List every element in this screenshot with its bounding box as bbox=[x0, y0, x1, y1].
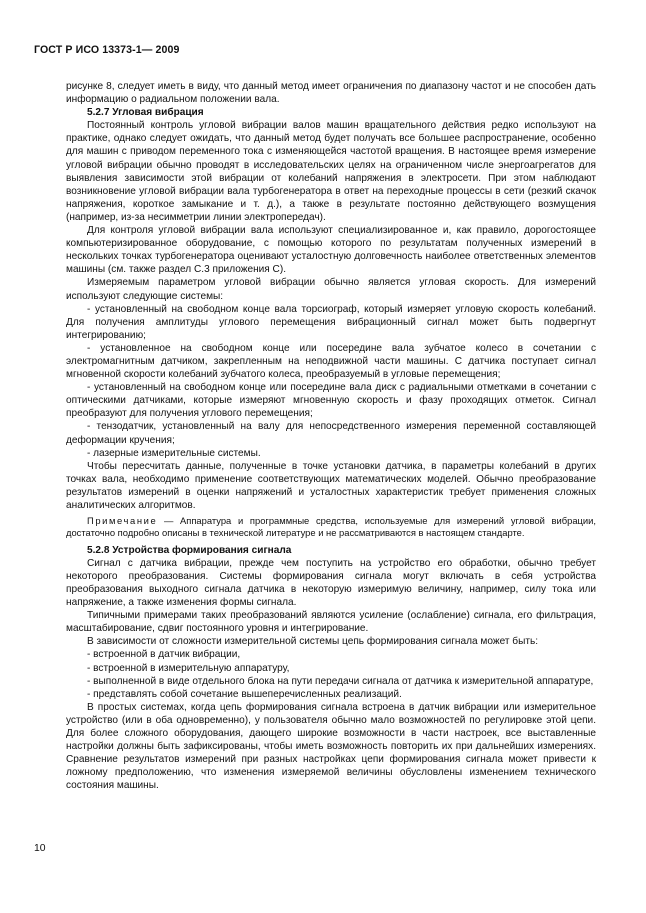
note bbox=[66, 515, 596, 540]
list-item: - выполненной в виде отдельного блока на пути передачи сигнала от датчика к измерительной аппаратуре, bbox=[87, 675, 594, 687]
list-item: - тензодатчик, установленный на валу для непосредственного измерения переменной составляющей деформации кручения; bbox=[66, 421, 596, 446]
section-heading-5-2-8: 5.2.8 Устройства формирования сигнала bbox=[87, 544, 292, 556]
paragraph: Чтобы пересчитать данные, полученные в точке установки датчика, в параметры колебаний в других точках вала, необходимо применение соответствующих математических моделей. Обычно преобразование результатов измерений в оценки напряжений и усталостных характеристик требует применения сложных аналитических алгоритмов. bbox=[66, 460, 596, 511]
list-item: - лазерные измерительные системы. bbox=[87, 447, 261, 459]
list-item: - установленный на свободном конце вала торсиограф, который измеряет угловую скорость колебаний. Для получения амплитуды углового перемещения вибрационный сигнал может быть подвергнут интегрированию; bbox=[66, 303, 596, 341]
paragraph: Типичными примерами таких преобразований являются усиление (ослабление) сигнала, его фильтрация, масштабирование, сдвиг постоянного уровня и интегрирование. bbox=[66, 610, 596, 635]
paragraph-continuation: рисунке 8, следует иметь в виду, что данный метод имеет ограничения по диапазону частот и не способен дать информацию о радиальном положении вала. bbox=[66, 81, 596, 106]
list-item: - встроенной в измерительную аппаратуру, bbox=[87, 662, 290, 674]
note-label: Примечание bbox=[87, 515, 158, 527]
list-item: - установленный на свободном конце или посередине вала диск с радиальными отметками в сочетании с оптическими датчиками, которые измеряют мгновенную скорость и фазу проходящих отметок. Сигнал преобразуют для получения углового перемещения; bbox=[66, 382, 596, 420]
page-number: 10 bbox=[34, 843, 46, 854]
paragraph: Постоянный контроль угловой вибрации валов машин вращательного действия редко используют на практике, однако следует ожидать, что данный метод будет получать все большее распространение, особенно для машин с приводом переменного тока с изменяющейся частотой вращения. В настоящее время измерение угловой вибрации обычно проводят в исследовательских целях на ограниченном числе энергоагрегатов для выявления зависимости этой вибрации от колебаний напряжения в электросети. При этом наблюдают возникновение угловой вибрации вала турбогенератора в ответ на переходные процессы в сети (резкий скачок напряжения, короткое замыкание и т. д.), а также в результате постоянно действующего возмущения (например, из-за несимметрии линии электропередач). bbox=[66, 120, 596, 223]
paragraph: Для контроля угловой вибрации вала используют специализированное и, как правило, дорогостоящее компьютеризированное оборудование, с помощью которого по результатам полученных измерений в нескольких точках турбогенератора оценивают усталостную долговечность наиболее ответственных элементов машины (см. также раздел С.3 приложения С). bbox=[66, 225, 596, 276]
list-item: - установленное на свободном конце или посередине вала зубчатое колесо в сочетании с электромагнитным датчиком, закрепленным на неподвижной части машины. С датчика поступает сигнал мгновенной скорости колебаний зубчатого колеса, преобразуемый в угловые перемещения; bbox=[66, 342, 596, 381]
paragraph: Измеряемым параметром угловой вибрации обычно является угловая скорость. Для измерений используют следующие системы: bbox=[66, 277, 596, 302]
list-item: - представлять собой сочетание вышеперечисленных реализаций. bbox=[87, 688, 402, 700]
page-header-standard-id: ГОСТ Р ИСО 13373-1— 2009 bbox=[34, 44, 180, 56]
document-body bbox=[66, 80, 596, 792]
paragraph: В простых системах, когда цепь формирования сигнала встроена в датчик вибрации или измерительное устройство (или в оба одновременно), у пользователя обычно мало возможностей по регулировке этой цепи. Для более сложного оборудования, дающего широкие возможности в части настроек, все выставленные настройки должны быть зафиксированы, чтобы иметь возможность повторить их при дальнейших измерениях. Сравнение результатов измерений при разных настройках цепи формирования сигнала может привести к ложному предположению, что изменения измеряемой величины обусловлены изменением технического состояния машины. bbox=[66, 701, 596, 792]
section-heading-5-2-7: 5.2.7 Угловая вибрация bbox=[87, 107, 204, 119]
paragraph: Сигнал с датчика вибрации, прежде чем поступить на устройство его обработки, обычно требует некоторого преобразования. Системы формирования сигнала могут включать в себя устройства преобразования выходного сигнала датчика в некоторую измеримую величину, например, силу тока или напряжение, а также изменения формы сигнала. bbox=[66, 557, 596, 609]
paragraph: В зависимости от сложности измерительной системы цепь формирования сигнала может быть: bbox=[87, 636, 539, 648]
note-text: — Аппаратура и программные средства, используемые для измерений угловой вибрации, достаточно подробно описаны в технической литературе и не рассматриваются в настоящем стандарте. bbox=[66, 515, 596, 539]
list-item: - встроенной в датчик вибрации, bbox=[87, 649, 241, 661]
